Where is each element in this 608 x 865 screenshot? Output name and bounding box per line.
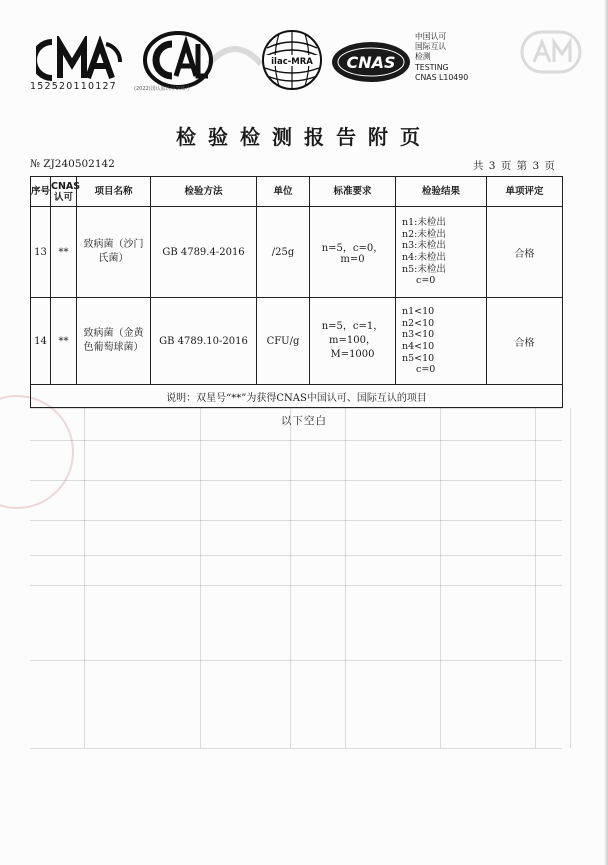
cell-item: 致病菌（金黄色葡萄球菌） bbox=[77, 298, 151, 385]
col-header-method: 检验方法 bbox=[151, 177, 257, 207]
table-row bbox=[31, 298, 563, 385]
cal-mark-icon bbox=[142, 30, 214, 90]
table-row bbox=[31, 207, 563, 298]
table-footnote-row bbox=[31, 385, 563, 408]
cell-judgement: 合格 bbox=[487, 298, 563, 385]
results-table bbox=[30, 176, 563, 408]
col-header-unit: 单位 bbox=[257, 177, 310, 207]
col-header-item: 项目名称 bbox=[77, 177, 151, 207]
cell-judgement: 合格 bbox=[487, 207, 563, 298]
cell-cnas: ** bbox=[51, 207, 77, 298]
page-title: 检验检测报告附页 bbox=[176, 125, 432, 149]
cell-item: 致病菌（沙门氏菌） bbox=[77, 207, 151, 298]
table-footnote: 说明：双星号“**”为获得CNAS中国认可、国际互认的项目 bbox=[31, 385, 563, 408]
ilac-mra-icon bbox=[261, 28, 323, 92]
page-count: 共 3 页 第 3 页 bbox=[472, 160, 556, 172]
cell-method: GB 4789.4-2016 bbox=[151, 207, 257, 298]
col-header-result: 检验结果 bbox=[396, 177, 487, 207]
ilac-mra-label: ilac-MRA bbox=[271, 57, 313, 67]
cnas-mark-icon bbox=[330, 40, 412, 84]
blank-below-note: 以下空白 bbox=[281, 415, 327, 427]
cma-certificate-number: 152520110127 bbox=[30, 81, 117, 92]
cell-method: GB 4789.10-2016 bbox=[151, 298, 257, 385]
cal-certificate-number: (2022)国认监认字305号 bbox=[134, 86, 191, 92]
table-header-row bbox=[31, 177, 563, 207]
col-header-cnas: CNAS认可 bbox=[51, 177, 77, 207]
cnas-mark-label: CNAS bbox=[346, 53, 396, 72]
cell-cnas: ** bbox=[51, 298, 77, 385]
col-header-judgement: 单项评定 bbox=[487, 177, 563, 207]
cell-seq: 14 bbox=[31, 298, 51, 385]
cell-standard: n=5，c=1，m=100，M=1000 bbox=[310, 298, 396, 385]
col-header-seq: 序号 bbox=[31, 177, 51, 207]
cell-standard: n=5，c=0，m=0 bbox=[310, 207, 396, 298]
cnas-accreditation-text: 中国认可 国际互认 检测 TESTING CNAS L10490 bbox=[415, 32, 469, 82]
cell-results: n1<10 n2<10 n3<10 n4<10 n5<10 c=0 bbox=[396, 298, 487, 385]
col-header-standard: 标准要求 bbox=[310, 177, 396, 207]
report-number: № ZJ240502142 bbox=[30, 158, 115, 170]
cell-results: n1:未检出 n2:未检出 n3:未检出 n4:未检出 n5:未检出 c=0 bbox=[396, 207, 487, 298]
cell-unit: /25g bbox=[257, 207, 310, 298]
cma-mark-icon bbox=[36, 36, 122, 84]
cell-seq: 13 bbox=[31, 207, 51, 298]
accreditation-logos bbox=[30, 28, 590, 98]
cell-unit: CFU/g bbox=[257, 298, 310, 385]
